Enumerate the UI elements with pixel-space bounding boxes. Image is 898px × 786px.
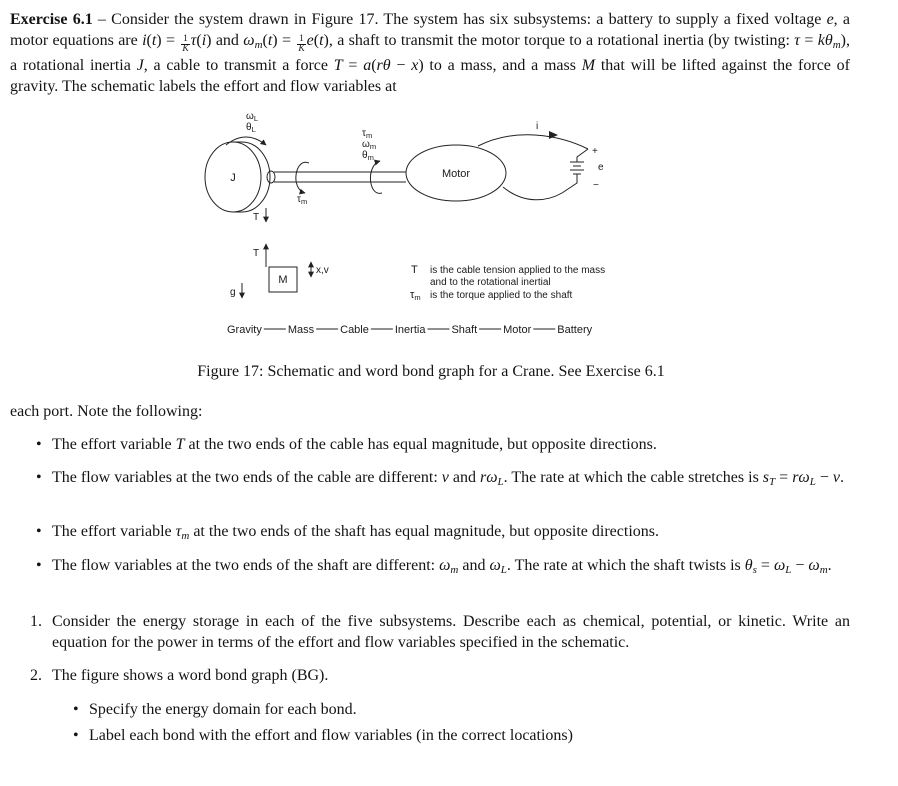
- math-variable: ω: [808, 557, 820, 574]
- math-subscript: L: [809, 476, 816, 488]
- math-variable: rθ: [376, 56, 391, 74]
- fraction-denominator: K: [182, 44, 189, 54]
- crane-schematic: [0, 105, 898, 345]
- math-subscript: L: [785, 564, 792, 576]
- text-run: ) =: [156, 32, 180, 49]
- math-subscript: m: [181, 530, 190, 542]
- math-variable: τ: [190, 32, 197, 49]
- fraction-denominator: K: [298, 44, 305, 54]
- question-text: [52, 667, 328, 684]
- math-subscript: m: [254, 39, 263, 51]
- math-variable: ω: [439, 557, 451, 574]
- text-run: Specify the energy domain for each bond.: [89, 701, 357, 718]
- disk-hub: [267, 171, 275, 183]
- wire-top: [478, 135, 588, 149]
- tension-label-lower: T: [253, 248, 260, 259]
- current-label: i: [536, 121, 539, 132]
- battery: [562, 146, 604, 193]
- text-run: – Consider the system drawn in Figure 17. The system has six subsystems: a battery to supply a fixed voltage: [92, 11, 827, 28]
- text-run: The effort variable: [52, 436, 176, 453]
- motor: [406, 145, 506, 201]
- gravity-label: g: [230, 287, 236, 298]
- bond-graph-word: Inertia: [394, 324, 426, 336]
- text-run: The flow variables at the two ends of the shaft are different:: [52, 557, 440, 574]
- math-variable: τ: [175, 523, 182, 540]
- math-variable: e: [306, 32, 314, 49]
- text-run: −: [390, 56, 412, 74]
- figure-caption: Figure 17: Schematic and word bond graph for a Crane. See Exercise 6.1: [197, 363, 665, 380]
- text-run: ), a shaft to transmit the motor torque to a rotational inertia (by twisting:: [323, 32, 795, 49]
- fraction: [297, 35, 305, 55]
- motor-angle-label: [362, 150, 374, 162]
- bond-graph-word: Motor: [503, 324, 532, 336]
- text-run: at the two ends of the cable has equal magnitude, but opposite directions.: [184, 436, 657, 453]
- math-variable: v: [832, 469, 840, 486]
- text-run: at the two ends of the shaft has equal magnitude, but opposite directions.: [189, 523, 659, 540]
- text-run: (: [196, 32, 202, 49]
- text-run: ) and: [206, 32, 244, 49]
- question-sub-bullet: [89, 699, 850, 720]
- text-run: =: [342, 56, 364, 74]
- math-variable: θ: [744, 557, 753, 574]
- mass-motion-label: x,v: [316, 265, 329, 276]
- word-bond-graph: [227, 324, 593, 336]
- text-run: , a cable to transmit a force: [143, 56, 334, 74]
- math-subscript: L: [500, 564, 507, 576]
- note-bullet: [52, 521, 850, 542]
- bond-graph-word: Gravity: [227, 324, 262, 336]
- note-bullet: [52, 467, 850, 488]
- bond-graph-word: Battery: [557, 324, 593, 336]
- text-run: −: [791, 557, 809, 574]
- math-variable: t: [267, 32, 273, 49]
- shaft-torque-curl-left: [296, 162, 309, 193]
- math-variable: a: [363, 56, 372, 74]
- bond-graph-word: Mass: [287, 324, 315, 336]
- wire-bottom: [503, 187, 562, 200]
- mass: [269, 267, 297, 292]
- note-bullet: [52, 434, 850, 455]
- theta-symbol: θ: [362, 150, 368, 161]
- battery-lead-top: [577, 149, 588, 162]
- text-run: , a motor equations are: [10, 11, 851, 49]
- question-number: 2.: [30, 667, 42, 684]
- math-subscript: m: [819, 564, 828, 576]
- fraction-numerator: 1: [299, 33, 304, 44]
- math-variable: τ: [794, 32, 801, 49]
- text-run: ), a rotational inertia: [10, 32, 850, 74]
- shaft-torque-curl-right: [370, 161, 382, 193]
- math-variable: rω: [792, 469, 810, 486]
- text-run: .: [827, 557, 832, 574]
- math-variable: s: [762, 469, 770, 486]
- exercise-statement: [10, 9, 850, 97]
- math-variable: i: [142, 32, 147, 49]
- legend-text-tension: is the cable tension applied to the mass: [430, 265, 606, 276]
- note-bullet: [52, 555, 850, 576]
- math-variable: x: [411, 56, 419, 74]
- text-run: −: [815, 469, 833, 486]
- text-run: and: [448, 469, 480, 486]
- omega-symbol: ω: [362, 139, 370, 150]
- math-variable: M: [581, 56, 596, 74]
- text-run: =: [800, 32, 818, 49]
- theta-symbol: θ: [246, 122, 252, 133]
- math-subscript: s: [752, 564, 757, 576]
- bold-text: Exercise 6.1: [10, 11, 93, 28]
- inertia-disk: [205, 142, 275, 212]
- tau-subscript: m: [414, 293, 421, 302]
- text-run: Label each bond with the effort and flow variables (in the correct locations): [89, 727, 573, 744]
- theta-subscript: L: [251, 125, 256, 134]
- battery-minus-label: −: [593, 180, 599, 191]
- math-variable: ω: [243, 32, 255, 49]
- question-sub-bullet: [89, 725, 850, 746]
- text-run: . The rate at which the cable stretches is: [503, 469, 763, 486]
- math-variable: t: [151, 32, 157, 49]
- text-run: ) to a mass, and a mass: [418, 56, 582, 74]
- math-variable: ω: [489, 557, 501, 574]
- text-run: Consider the energy storage in each of the five subsystems. Describe each as chemical, potential, or kinetic. Write an equation for the power in terms of the effort and flow variables specified in the schematic.: [52, 613, 850, 651]
- math-subscript: L: [497, 476, 504, 488]
- math-variable: J: [136, 56, 144, 74]
- tau-symbol: τ: [410, 289, 415, 301]
- text-run: =: [756, 557, 774, 574]
- bond-graph-word: Cable: [340, 324, 369, 336]
- omega-symbol: ω: [246, 111, 254, 122]
- text-run: ) =: [272, 32, 296, 49]
- question-item: [30, 611, 850, 653]
- bond-graph-word: Shaft: [451, 324, 478, 336]
- text-run: each port. Note the following:: [10, 403, 203, 420]
- text-run: that will be lifted against the force of gravity. The schematic labels the effort and flow variables at: [10, 56, 851, 95]
- text-run: (: [371, 56, 377, 74]
- fraction: [181, 35, 189, 55]
- disk-rotation-arrow: [226, 137, 266, 145]
- omega-subscript: L: [253, 114, 258, 123]
- math-subscript: m: [450, 564, 459, 576]
- motor-label: Motor: [441, 168, 471, 180]
- shaft-torque-label: [297, 194, 307, 206]
- tau-subscript: m: [300, 197, 308, 206]
- tau-symbol: τ: [362, 128, 366, 139]
- fraction-numerator: 1: [183, 33, 188, 44]
- text-run: (: [262, 32, 268, 49]
- question-number: 1.: [30, 613, 42, 630]
- text-run: The figure shows a word bond graph (BG).: [52, 667, 329, 684]
- text-run: (: [313, 32, 320, 49]
- question-text: [52, 613, 850, 651]
- text-run: .: [839, 469, 844, 486]
- tau-subscript: m: [365, 131, 373, 140]
- disk-angle-label: [246, 122, 256, 134]
- text-run: The effort variable: [52, 523, 176, 540]
- math-variable: v: [441, 469, 449, 486]
- text-run: . The rate at which the shaft twists is: [506, 557, 745, 574]
- omega-subscript: m: [369, 142, 377, 151]
- theta-subscript: m: [367, 153, 374, 162]
- battery-voltage-label: e: [598, 162, 604, 173]
- text-run: (: [146, 32, 152, 49]
- battery-lead-bottom: [562, 174, 577, 193]
- schematic-legend: [410, 264, 605, 302]
- question-item: [30, 665, 850, 686]
- math-subscript: T: [769, 476, 776, 488]
- continuation-text: [10, 401, 850, 422]
- legend-text-torque: is the torque applied to the shaft: [430, 290, 573, 301]
- tau-symbol: τ: [297, 194, 301, 205]
- math-variable: t: [319, 32, 324, 49]
- mass-label: M: [278, 274, 288, 286]
- legend-symbol-tension: T: [411, 264, 418, 276]
- legend-text-tension-continued: and to the rotational inertial: [430, 277, 551, 288]
- math-variable: T: [175, 436, 185, 453]
- math-variable: e: [826, 11, 834, 28]
- disk-label: J: [230, 172, 236, 184]
- text-run: =: [775, 469, 793, 486]
- math-variable: ω: [773, 557, 786, 574]
- math-variable: rω: [479, 469, 498, 486]
- math-variable: T: [333, 56, 343, 74]
- math-variable: i: [201, 32, 207, 49]
- math-variable: kθ: [817, 32, 833, 49]
- shaft: [274, 161, 406, 193]
- text-run: and: [458, 557, 490, 574]
- battery-plus-label: +: [592, 146, 598, 157]
- text-run: The flow variables at the two ends of the cable are different:: [52, 469, 442, 486]
- math-subscript: m: [832, 39, 841, 51]
- tension-label-upper: T: [253, 212, 260, 223]
- disk-rim: [233, 142, 270, 212]
- legend-symbol-torque: [410, 289, 421, 302]
